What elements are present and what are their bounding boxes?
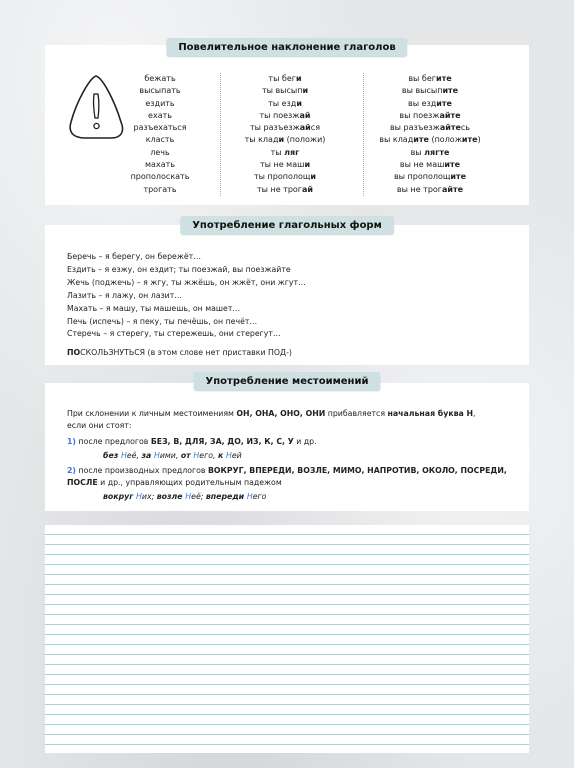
infinitive-item: бежать bbox=[144, 74, 176, 83]
vy-form-item: вы высыпите bbox=[401, 86, 459, 96]
ty-form-item: ты разъезжайся bbox=[249, 123, 321, 133]
pronouns-card bbox=[45, 376, 529, 511]
vy-form-item: вы не трогайте bbox=[396, 184, 464, 194]
infinitive-column bbox=[120, 73, 200, 196]
vy-form-item: вы прополощите bbox=[393, 172, 467, 182]
ty-form-item: ты поезжай bbox=[259, 110, 311, 120]
verb-form-line: Жечь (поджечь) – я жгу, ты жжёшь, он жжёт, они жгут… bbox=[67, 277, 306, 287]
column-divider bbox=[363, 73, 367, 196]
vy-form-item: вы не машите bbox=[399, 160, 461, 170]
vy-form-item: вы бегите bbox=[408, 74, 452, 83]
ruled-notes-area bbox=[45, 525, 529, 753]
vy-form-item: вы кладите (положите) bbox=[379, 135, 481, 145]
rule-2: 2) после производных предлогов ВОКРУГ, ВПЕРЕДИ, ВОЗЛЕ, МИМО, НАПРОТИВ, ОКОЛО, ПОСРЕДИ, ПОСЛЕ и др., управляющих родительным падежом bbox=[67, 465, 507, 488]
vy-form-item: вы лягте bbox=[410, 147, 450, 157]
vy-form-item: вы поезжайте bbox=[399, 110, 461, 120]
verb-form-line: Стеречь – я стерегу, ты стережешь, они стерегут… bbox=[67, 329, 281, 339]
verb-forms-list bbox=[67, 251, 306, 360]
ty-form-item: ты езди bbox=[268, 98, 302, 108]
intro-line-2: если они стоят: bbox=[67, 421, 132, 431]
column-divider bbox=[220, 73, 224, 196]
verb-forms-card bbox=[45, 220, 529, 365]
ty-form-item: ты высыпи bbox=[261, 86, 309, 96]
infinitive-item: махать bbox=[145, 160, 175, 170]
rule-1: 1) после предлогов БЕЗ, В, ДЛЯ, ЗА, ДО, ИЗ, К, С, У и др. bbox=[67, 436, 317, 446]
pronouns-text bbox=[67, 408, 507, 506]
infinitive-item: разъехаться bbox=[133, 123, 187, 133]
section-title-pronouns: Употребление местоимений bbox=[194, 372, 381, 391]
infinitive-item: прополоскать bbox=[130, 172, 190, 182]
vy-form-item: вы разъезжайтесь bbox=[389, 123, 471, 133]
imperative-card bbox=[45, 42, 529, 205]
infinitive-item: ехать bbox=[148, 110, 172, 120]
ty-form-item: ты ляг bbox=[270, 147, 300, 157]
verb-form-line: Махать – я машу, ты машешь, он машет… bbox=[67, 303, 241, 313]
section-title-verb-forms: Употребление глагольных форм bbox=[180, 216, 394, 235]
rule-2-examples: вокруг Них; возле Неё; впереди Него bbox=[103, 492, 267, 502]
infinitive-item: ездить bbox=[145, 98, 175, 108]
verb-form-line: Ездить – я езжу, он ездит; ты поезжай, вы поезжайте bbox=[67, 264, 291, 274]
ty-form-item: ты прополощи bbox=[254, 172, 316, 182]
ty-form-column bbox=[235, 73, 335, 196]
vy-form-column bbox=[375, 73, 485, 196]
verb-form-line: Беречь – я берегу, он бережёт… bbox=[67, 252, 201, 261]
poskolznutsya-note: ПОСКОЛЬЗНУТЬСЯ (в этом слове нет приставки ПОД-) bbox=[67, 348, 292, 358]
infinitive-item: высыпать bbox=[139, 86, 181, 96]
infinitive-item: трогать bbox=[143, 184, 177, 194]
verb-form-line: Лазить – я лажу, он лазит… bbox=[67, 290, 183, 300]
ty-form-item: ты беги bbox=[268, 74, 302, 83]
ty-form-item: ты клади (положи) bbox=[244, 135, 326, 145]
section-title-imperative: Повелительное наклонение глаголов bbox=[166, 38, 407, 57]
infinitive-item: класть bbox=[145, 135, 175, 145]
warning-triangle-icon bbox=[65, 70, 127, 148]
intro-line: При склонении к личным местоимениям ОН, ОНА, ОНО, ОНИ прибавляется начальная буква Н, bbox=[67, 409, 476, 418]
ty-form-item: ты не маши bbox=[259, 160, 311, 170]
verb-form-line: Печь (испечь) – я пеку, ты печёшь, он печёт… bbox=[67, 316, 258, 326]
infinitive-item: лечь bbox=[150, 147, 170, 157]
ty-form-item: ты не трогай bbox=[256, 184, 314, 194]
rule-1-examples: без Неё, за Ними, от Него, к Ней bbox=[103, 451, 242, 461]
vy-form-item: вы ездите bbox=[408, 98, 452, 108]
